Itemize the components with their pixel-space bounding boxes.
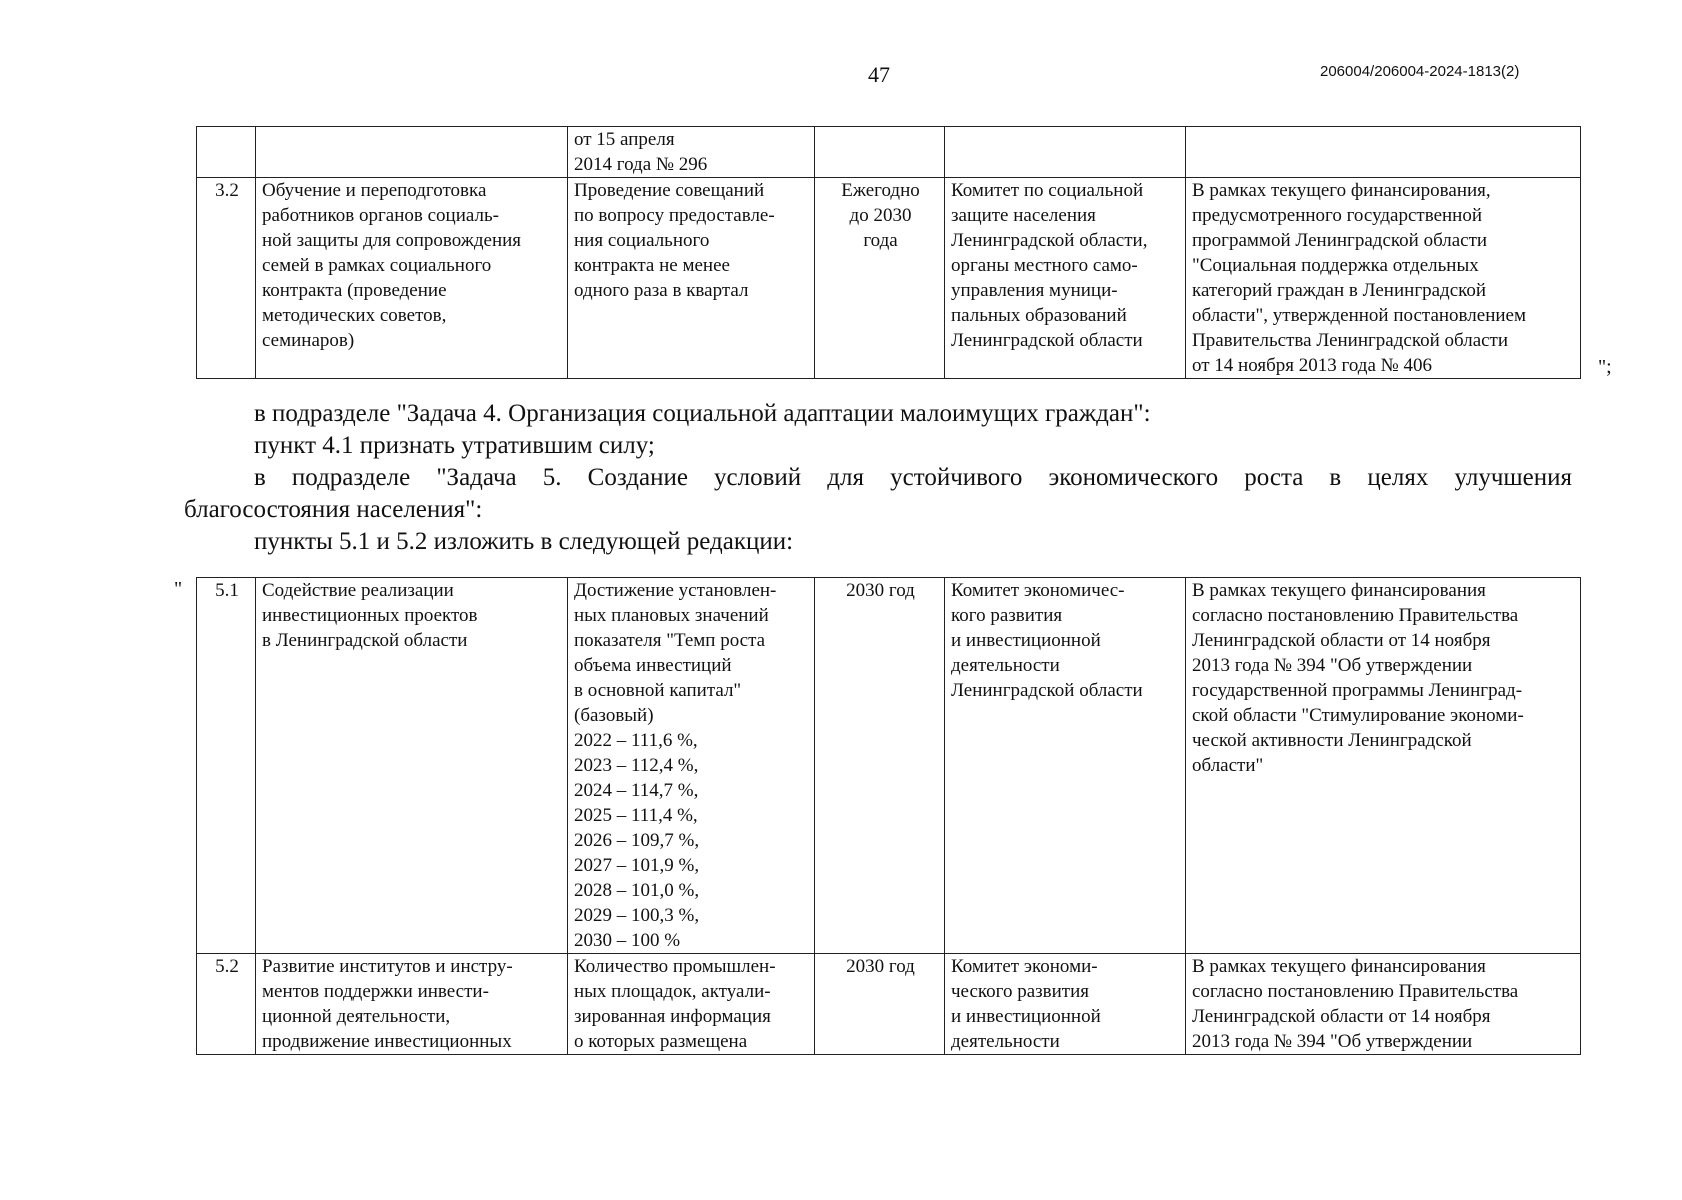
result-cell: Количество промышлен- ных площадок, актуали- зированная информация о которых размещена bbox=[568, 954, 815, 1055]
deadline-cell bbox=[815, 127, 945, 178]
result-cell: Проведение совещаний по вопросу предоставле- ния социального контракта не менее одного раза в квартал bbox=[568, 178, 815, 379]
financing-cell: В рамках текущего финансирования, предусмотренного государственной программой Ленинградской области "Социальная поддержка отдельных категорий граждан в Ленинградской области", утвержденной постановлением Правительства Ленинградской области от 14 ноября 2013 года № 406 bbox=[1186, 178, 1581, 379]
responsible-cell: Комитет экономи- ческого развития и инвестиционной деятельности bbox=[945, 954, 1186, 1055]
document-id: 206004/206004-2024-1813(2) bbox=[1320, 63, 1520, 80]
paragraph-task-5-cont: благосостояния населения": bbox=[184, 496, 483, 523]
table-row bbox=[197, 954, 1581, 1055]
table-row bbox=[197, 178, 1581, 379]
deadline-cell: 2030 год bbox=[815, 954, 945, 1055]
financing-cell bbox=[1186, 127, 1581, 178]
responsible-cell bbox=[945, 127, 1186, 178]
closing-quote: "; bbox=[1598, 356, 1612, 378]
responsible-cell: Комитет по социальной защите населения Ленинградской области, органы местного само- управления муници- пальных образований Ленинградской области bbox=[945, 178, 1186, 379]
deadline-cell: 2030 год bbox=[815, 578, 945, 954]
table-row bbox=[197, 127, 1581, 178]
deadline-cell: Ежегодно до 2030 года bbox=[815, 178, 945, 379]
paragraph-task-4: в подразделе "Задача 4. Организация социальной адаптации малоимущих граждан": bbox=[254, 400, 1151, 427]
financing-cell: В рамках текущего финансирования согласно постановлению Правительства Ленинградской области от 14 ноября 2013 года № 394 "Об утверждении bbox=[1186, 954, 1581, 1055]
row-number: 3.2 bbox=[197, 178, 256, 379]
table-row bbox=[197, 578, 1581, 954]
result-cell: от 15 апреля 2014 года № 296 bbox=[568, 127, 815, 178]
paragraph-item-4-1: пункт 4.1 признать утратившим силу; bbox=[254, 432, 655, 459]
measure-cell: Обучение и переподготовка работников органов социаль- ной защиты для сопровождения семей в рамках социального контракта (проведение методических советов, семинаров) bbox=[256, 178, 568, 379]
responsible-cell: Комитет экономичес- кого развития и инвестиционной деятельности Ленинградской области bbox=[945, 578, 1186, 954]
measure-cell: Содействие реализации инвестиционных проектов в Ленинградской области bbox=[256, 578, 568, 954]
result-cell: Достижение установлен- ных плановых значений показателя "Темп роста объема инвестиций в основной капитал" (базовый) 2022 – 111,6 %, 2023 – 112,4 %, 2024 – 114,7 %, 2025 – 111,4 %, 2026 – 109,7 %, 2027 – 101,9 %, 2028 – 101,0 %, 2029 – 100,3 %, 2030 – 100 % bbox=[568, 578, 815, 954]
paragraph-items-5: пункты 5.1 и 5.2 изложить в следующей редакции: bbox=[254, 528, 794, 555]
page-number: 47 bbox=[868, 62, 890, 87]
row-number bbox=[197, 127, 256, 178]
table-task-5 bbox=[196, 577, 1581, 1055]
row-number: 5.2 bbox=[197, 954, 256, 1055]
table-task-3-continuation bbox=[196, 126, 1581, 379]
paragraph-task-5: в подразделе "Задача 5. Создание условий для устойчивого экономического роста в целях улучшения bbox=[254, 464, 1572, 491]
financing-cell: В рамках текущего финансирования согласно постановлению Правительства Ленинградской области от 14 ноября 2013 года № 394 "Об утверждении государственной программы Ленинград- ской области "Стимулирование экономи- ческой активности Ленинградской области" bbox=[1186, 578, 1581, 954]
row-number: 5.1 bbox=[197, 578, 256, 954]
measure-cell bbox=[256, 127, 568, 178]
opening-quote: " bbox=[174, 578, 183, 600]
measure-cell: Развитие институтов и инстру- ментов поддержки инвести- ционной деятельности, продвижение инвестиционных bbox=[256, 954, 568, 1055]
